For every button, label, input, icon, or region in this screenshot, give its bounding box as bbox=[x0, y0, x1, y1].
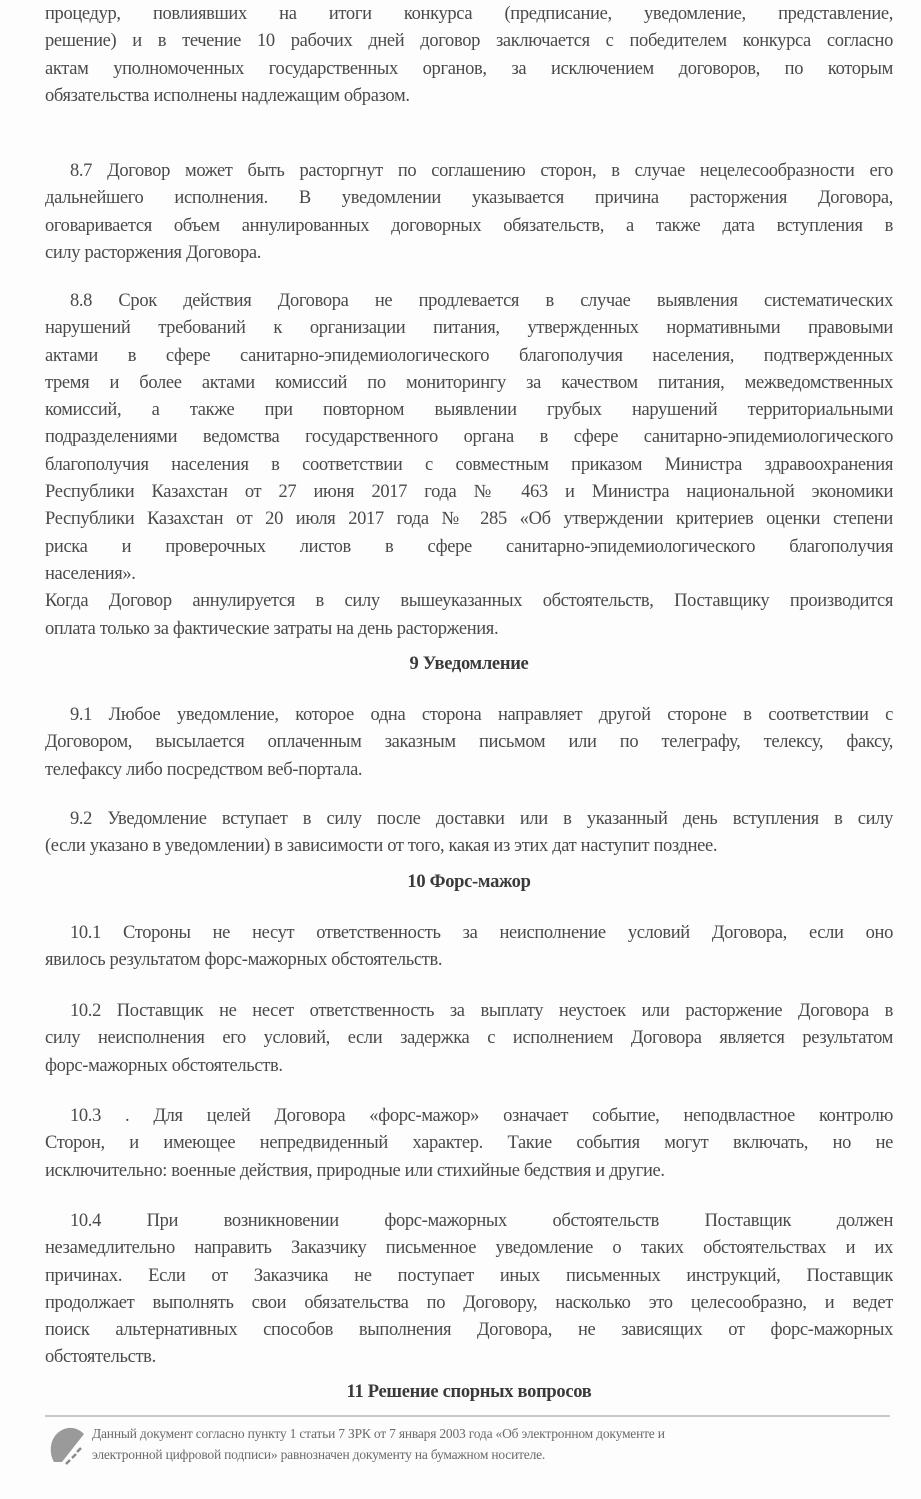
text-line: явилось результатом форс-мажорных обстоятельств. bbox=[45, 950, 443, 971]
footer-notice bbox=[92, 1423, 872, 1465]
text-line: риска и проверочных листов в сфере санитарно-эпидемиологического благополучия bbox=[45, 536, 893, 557]
text-line: подразделениями ведомства государственного органа в сфере санитарно-эпидемиологического bbox=[45, 427, 893, 448]
text-line: процедур, повлиявших на итоги конкурса (предписание, уведомление, представление, bbox=[45, 4, 893, 24]
text-line: 8.7 Договор может быть расторгнут по соглашению сторон, в случае нецелесообразности его bbox=[70, 161, 893, 181]
paragraph-10-2 bbox=[45, 998, 893, 1080]
paragraph-8-7 bbox=[45, 158, 893, 267]
text-line: незамедлительно направить Заказчику письменное уведомление о таких обстоятельствах и их bbox=[45, 1238, 893, 1259]
text-line: телефаксу либо посредством веб-портала. bbox=[45, 759, 363, 780]
paragraph-10-4 bbox=[45, 1208, 893, 1372]
text-line: Когда Договор аннулируется в силу вышеуказанных обстоятельств, Поставщику производится bbox=[45, 591, 893, 612]
text-line: комиссий, а также при повторном выявлении грубых нарушений территориальными bbox=[45, 400, 893, 421]
paragraph-9-2 bbox=[45, 806, 893, 861]
paragraph-intro bbox=[45, 1, 893, 110]
paragraph-10-1 bbox=[45, 920, 893, 975]
text-line: решение) и в течение 10 рабочих дней договор заключается с победителем конкурса согласно bbox=[45, 31, 893, 52]
text-line: 10.4 При возникновении форс-мажорных обстоятельств Поставщик должен bbox=[70, 1211, 893, 1231]
text-line: 9.1 Любое уведомление, которое одна сторона направляет другой стороне в соответствии с bbox=[70, 705, 893, 725]
text-line: обязательства исполнены надлежащим образом. bbox=[45, 85, 410, 106]
text-line: Республики Казахстан от 20 июля 2017 года № 285 «Об утверждении критериев оценки степени bbox=[45, 509, 893, 530]
text-line: силу расторжения Договора. bbox=[45, 242, 262, 263]
paragraph-8-8 bbox=[45, 288, 893, 643]
paragraph-9-1 bbox=[45, 702, 893, 784]
text-line: (если указано в уведомлении) в зависимости от того, какая из этих дат наступит позднее. bbox=[45, 836, 718, 857]
text-line: Сторон, и имеющее непредвиденный характер. Такие события могут включать, но не bbox=[45, 1133, 893, 1154]
text-line: 10.2 Поставщик не несет ответственность за выплату неустоек или расторжение Договора в bbox=[70, 1001, 893, 1021]
text-line: актами в сфере санитарно-эпидемиологического благополучия населения, подтвержденных bbox=[45, 345, 893, 366]
section-heading-11: 11 Решение спорных вопросов bbox=[346, 1382, 592, 1402]
egov-seal-icon bbox=[48, 1424, 88, 1468]
text-line: поиск альтернативных способов выполнения Договора, не зависящих от форс-мажорных bbox=[45, 1320, 893, 1341]
text-line: причинах. Если от Заказчика не поступает иных письменных инструкций, Поставщик bbox=[45, 1265, 893, 1286]
text-line: 8.8 Срок действия Договора не продлевается в случае выявления систематических bbox=[70, 291, 893, 311]
text-line: 10.3 . Для целей Договора «форс-мажор» означает событие, неподвластное контролю bbox=[70, 1106, 893, 1126]
footer-line: электронной цифровой подписи» равнозначен документу на бумажном носителе. bbox=[92, 1447, 546, 1462]
footer-line: Данный документ согласно пункту 1 статьи 7 ЗРК от 7 января 2003 года «Об электронном документе и bbox=[92, 1426, 665, 1441]
text-line: обстоятельств. bbox=[45, 1347, 156, 1368]
text-line: Договором, высылается оплаченным заказным письмом или по телеграфу, телексу, факсу, bbox=[45, 732, 893, 753]
text-line: продолжает выполнять свои обязательства по Договору, насколько это целесообразно, и ведет bbox=[45, 1292, 893, 1313]
text-line: 9.2 Уведомление вступает в силу после доставки или в указанный день вступления в силу bbox=[70, 809, 893, 829]
text-line: оплата только за фактические затраты на день расторжения. bbox=[45, 618, 499, 639]
text-line: благополучия населения в соответствии с совместным приказом Министра здравоохранения bbox=[45, 454, 893, 475]
text-line: оговаривается объем аннулированных договорных обязательств, а также дата вступления в bbox=[45, 215, 893, 236]
section-heading-9: 9 Уведомление bbox=[409, 654, 529, 674]
text-line: 10.1 Стороны не несут ответственность за неисполнение условий Договора, если оно bbox=[70, 923, 893, 943]
text-line: силу неисполнения его условий, если задержка с исполнением Договора является результатом bbox=[45, 1028, 893, 1049]
text-line: тремя и более актами комиссий по мониторингу за качеством питания, межведомственных bbox=[45, 372, 893, 393]
section-heading-10: 10 Форс-мажор bbox=[407, 872, 531, 892]
text-line: исключительно: военные действия, природные или стихийные бедствия и другие. bbox=[45, 1160, 665, 1181]
text-line: дальнейшего исполнения. В уведомлении указывается причина расторжения Договора, bbox=[45, 188, 893, 209]
text-line: нарушений требований к организации питания, утвержденных нормативными правовыми bbox=[45, 318, 893, 339]
text-line: Республики Казахстан от 27 июня 2017 года № 463 и Министра национальной экономики bbox=[45, 482, 893, 503]
text-line: актам уполномоченных государственных органов, за исключением договоров, по которым bbox=[45, 58, 893, 79]
text-line: населения». bbox=[45, 563, 136, 584]
text-line: форс-мажорных обстоятельств. bbox=[45, 1055, 283, 1076]
footer-divider bbox=[45, 1415, 890, 1417]
paragraph-10-3 bbox=[45, 1103, 893, 1185]
